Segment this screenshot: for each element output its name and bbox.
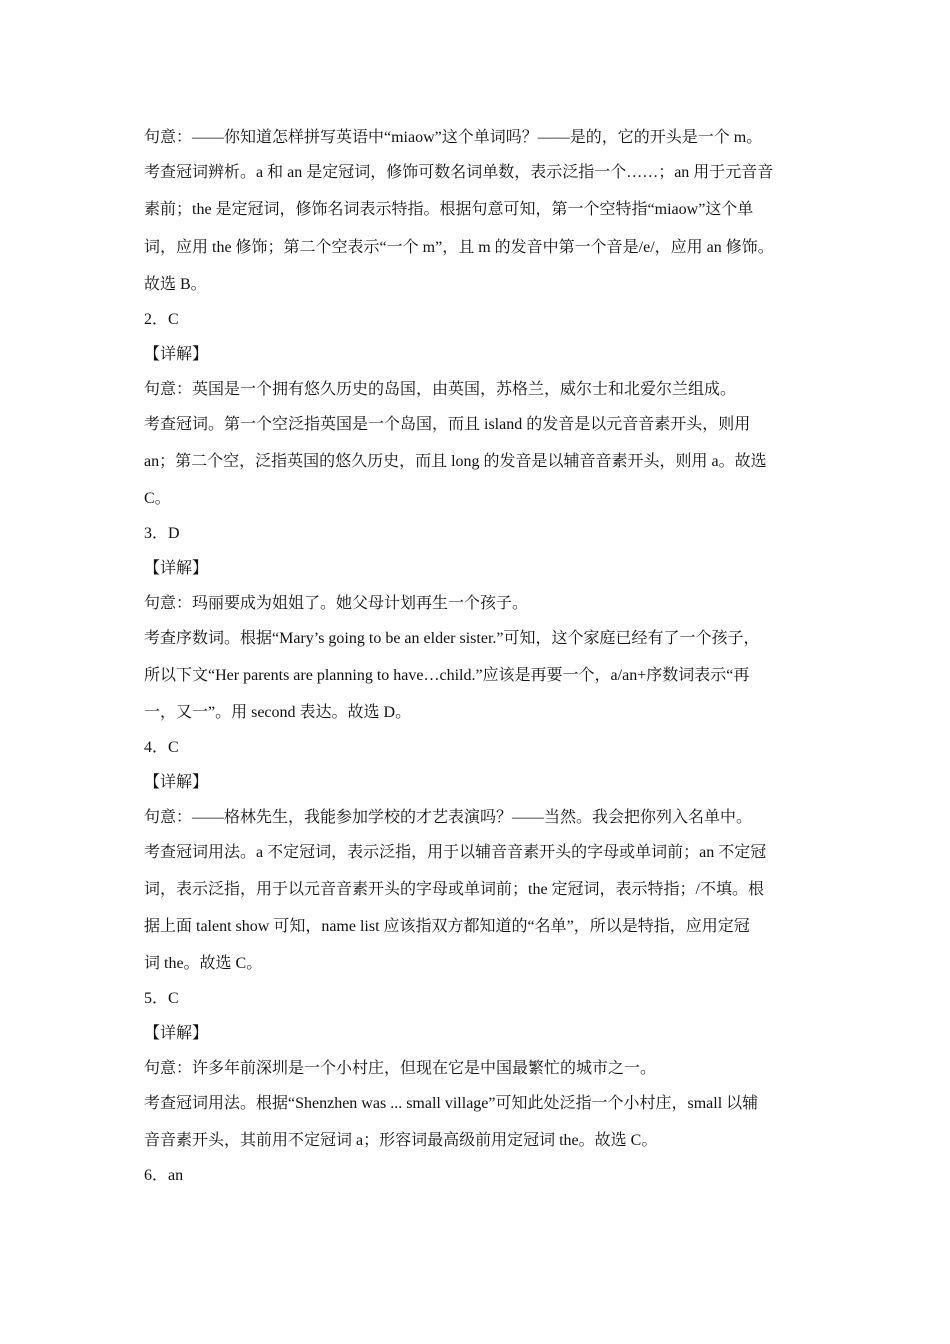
text-line: 句意：——你知道怎样拼写英语中“miaow”这个单词吗？——是的，它的开头是一个 m。	[144, 129, 763, 146]
text-line: 考查冠词。第一个空泛指英国是一个岛国，而且 island 的发音是以元音音素开头，则用	[144, 416, 751, 433]
section-heading: 【详解】	[144, 346, 209, 363]
text-line: 所以下文“Her parents are planning to have…child.”应该是再要一个，a/an+序数词表示“再	[144, 667, 750, 684]
text-line: 句意：许多年前深圳是一个小村庄，但现在它是中国最繁忙的城市之一。	[144, 1060, 657, 1077]
text-line: 词 the。故选 C。	[144, 955, 263, 972]
text-line: 素前；the 是定冠词，修饰名词表示特指。根据句意可知，第一个空特指“miaow”这个单	[144, 201, 754, 218]
text-line: 音音素开头，其前用不定冠词 a；形容词最高级前用定冠词 the。故选 C。	[144, 1132, 658, 1149]
answer-number: 4．C	[144, 739, 179, 756]
text-line: 考查冠词用法。a 不定冠词，表示泛指，用于以辅音音素开头的字母或单词前；an 不定冠	[144, 844, 767, 861]
text-line: 故选 B。	[144, 276, 207, 293]
answer-number: 6．an	[144, 1167, 184, 1184]
answer-number: 2．C	[144, 311, 179, 328]
text-line: 句意：英国是一个拥有悠久历史的岛国，由英国，苏格兰，威尔士和北爱尔兰组成。	[144, 381, 737, 398]
text-line: 一，又一”。用 second 表达。故选 D。	[144, 704, 412, 721]
text-line: C。	[144, 490, 171, 507]
answer-number: 5．C	[144, 990, 179, 1007]
text-line: 考查冠词辨析。a 和 an 是定冠词，修饰可数名词单数，表示泛指一个……；an 用于元音音	[144, 164, 774, 181]
text-line: 词，应用 the 修饰；第二个空表示“一个 m”，且 m 的发音中第一个音是/e/，应用 an 修饰。	[144, 239, 774, 256]
answer-number: 3．D	[144, 525, 180, 542]
section-heading: 【详解】	[144, 560, 209, 577]
text-line: 词，表示泛指，用于以元音音素开头的字母或单词前；the 定冠词，表示特指；/不填。根	[144, 881, 764, 898]
text-line: 考查冠词用法。根据“Shenzhen was ... small village”可知此处泛指一个小村庄，small 以辅	[144, 1095, 759, 1112]
text-line: an；第二个空，泛指英国的悠久历史，而且 long 的发音是以辅音音素开头，则用 a。故选	[144, 453, 767, 470]
text-line: 句意：玛丽要成为姐姐了。她父母计划再生一个孩子。	[144, 595, 529, 612]
text-line: 考查序数词。根据“Mary’s going to be an elder sister.”可知，这个家庭已经有了一个孩子，	[144, 630, 760, 647]
section-heading: 【详解】	[144, 774, 209, 791]
text-line: 句意：——格林先生，我能参加学校的才艺表演吗？——当然。我会把你列入名单中。	[144, 809, 753, 826]
section-heading: 【详解】	[144, 1025, 209, 1042]
text-line: 据上面 talent show 可知，name list 应该指双方都知道的“名单”，所以是特指，应用定冠	[144, 918, 750, 935]
